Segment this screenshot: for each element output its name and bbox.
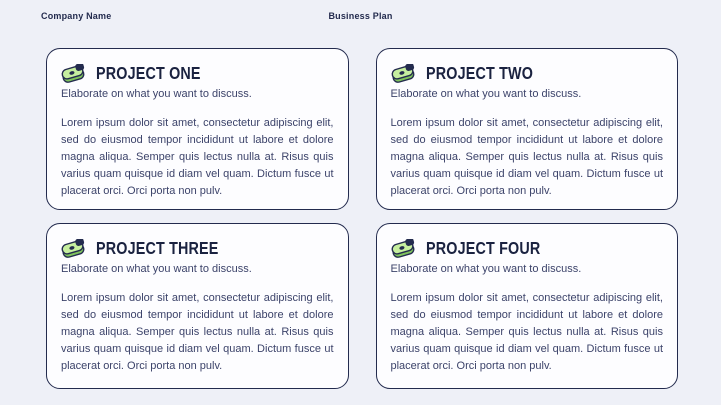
company-name: Company Name (41, 11, 112, 21)
document-title: Business Plan (328, 11, 393, 21)
card-subtitle: Elaborate on what you want to discuss. (61, 263, 252, 275)
cards-grid (46, 48, 678, 389)
card-body-text: Lorem ipsum dolor sit amet, consectetur adipiscing elit, sed do eiusmod tempor incididunt ut labore et dolore magna aliqua. Semper quis lectus nulla at. Risus quis varius quam quisque id diam vel quam. Dictum fusce ut placerat orci. Orci porta non pulv. (390, 292, 663, 372)
card-title: PROJECT FOUR (425, 238, 540, 258)
card-body-text: Lorem ipsum dolor sit amet, consectetur adipiscing elit, sed do eiusmod tempor incididunt ut labore et dolore magna aliqua. Semper quis lectus nulla at. Risus quis varius quam quisque id diam vel quam. Dictum fusce ut placerat orci. Orci porta non pulv. (61, 292, 334, 372)
card-title: PROJECT THREE (96, 238, 219, 258)
card-body-text: Lorem ipsum dolor sit amet, consectetur adipiscing elit, sed do eiusmod tempor incididunt ut labore et dolore magna aliqua. Semper quis lectus nulla at. Risus quis varius quam quisque id diam vel quam. Dictum fusce ut placerat orci. Orci porta non pulv. (61, 117, 334, 197)
eraser-3d-icon (61, 239, 87, 259)
card-subtitle: Elaborate on what you want to discuss. (61, 88, 252, 100)
card-title-row (391, 238, 664, 259)
slide-header (0, 8, 721, 28)
eraser-3d-icon (391, 64, 417, 84)
project-card-four (376, 223, 679, 389)
card-subtitle: Elaborate on what you want to discuss. (390, 263, 582, 275)
card-title-row (61, 63, 334, 84)
card-subtitle: Elaborate on what you want to discuss. (390, 88, 582, 100)
card-title: PROJECT TWO (425, 63, 533, 83)
card-title-row (391, 63, 664, 84)
eraser-3d-icon (391, 239, 417, 259)
project-card-two (376, 48, 679, 210)
eraser-3d-icon (61, 64, 87, 84)
project-card-one (46, 48, 349, 210)
card-title-row (61, 238, 334, 259)
card-body-text: Lorem ipsum dolor sit amet, consectetur adipiscing elit, sed do eiusmod tempor incididunt ut labore et dolore magna aliqua. Semper quis lectus nulla at. Risus quis varius quam quisque id diam vel quam. Dictum fusce ut placerat orci. Orci porta non pulv. (390, 117, 663, 197)
project-card-three (46, 223, 349, 389)
card-title: PROJECT ONE (96, 63, 201, 83)
